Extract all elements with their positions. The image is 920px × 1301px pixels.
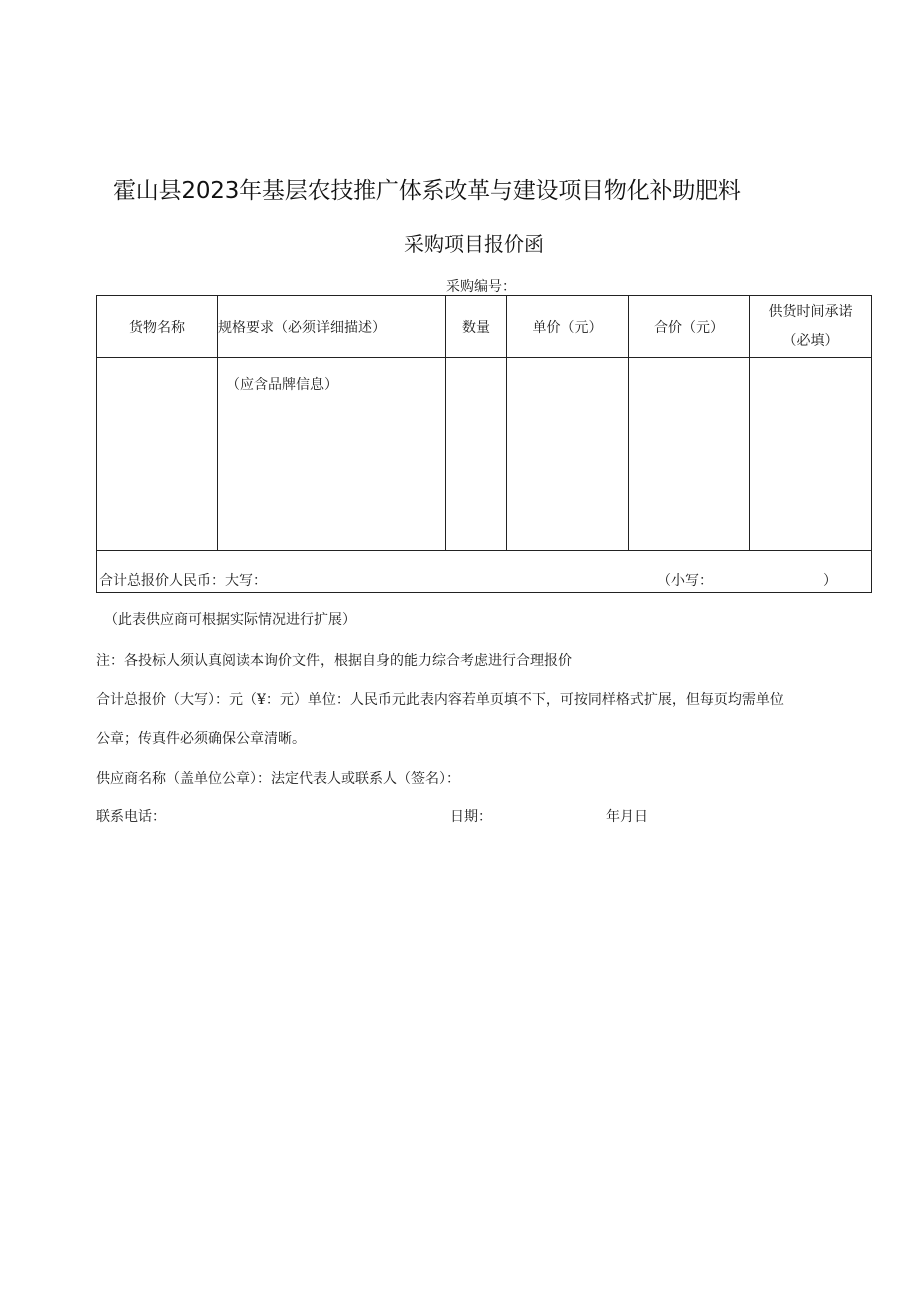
total-figure-label bbox=[657, 570, 837, 590]
cell-spec[interactable] bbox=[218, 358, 446, 551]
document-title: 霍山县2023年基层农技推广体系改革与建设项目物化补助肥料 bbox=[113, 178, 741, 204]
quotation-table bbox=[96, 295, 872, 593]
header-total-price: 合价（元） bbox=[629, 296, 750, 358]
extend-note: （此表供应商可根据实际情况进行扩展） bbox=[104, 612, 356, 628]
seal-note: 公章；传真件必须确保公章清晰。 bbox=[96, 731, 306, 747]
header-delivery-line2: （必填） bbox=[782, 332, 839, 349]
total-quote-line: 合计总报价（大写）：元（¥：元）单位：人民币元此表内容若单页填不下，可按同样格式扩展，但每页均需单位 bbox=[96, 692, 784, 708]
total-capital-label: 合计总报价人民币：大写： bbox=[99, 573, 267, 589]
brand-info-note: （应含品牌信息） bbox=[226, 377, 338, 393]
date-label: 日期： bbox=[450, 809, 492, 825]
header-quantity: 数量 bbox=[446, 296, 507, 358]
header-spec: 规格要求（必须详细描述） bbox=[218, 296, 446, 358]
document-subtitle: 采购项目报价函 bbox=[404, 232, 544, 256]
table-header-row bbox=[97, 296, 872, 358]
total-figure-close: ） bbox=[823, 573, 837, 589]
header-unit-price: 单价（元） bbox=[507, 296, 629, 358]
header-delivery bbox=[750, 296, 872, 358]
bidder-note: 注：各投标人须认真阅读本询价文件，根据自身的能力综合考虑进行合理报价 bbox=[96, 653, 572, 669]
date-ymd: 年月日 bbox=[606, 809, 648, 825]
header-delivery-line1: 供货时间承诺 bbox=[768, 303, 853, 320]
total-figure-open: （小写： bbox=[657, 573, 713, 589]
header-goods-name: 货物名称 bbox=[97, 296, 218, 358]
cell-total-price[interactable] bbox=[629, 358, 750, 551]
total-row bbox=[97, 551, 872, 593]
table-row bbox=[97, 358, 872, 551]
phone-label: 联系电话： bbox=[96, 809, 166, 825]
cell-delivery[interactable] bbox=[750, 358, 872, 551]
cell-unit-price[interactable] bbox=[507, 358, 629, 551]
procurement-number-label: 采购编号： bbox=[446, 279, 516, 295]
supplier-line: 供应商名称（盖单位公章）：法定代表人或联系人（签名）： bbox=[96, 771, 460, 787]
total-cell[interactable] bbox=[97, 551, 872, 593]
cell-goods-name[interactable] bbox=[97, 358, 218, 551]
cell-quantity[interactable] bbox=[446, 358, 507, 551]
